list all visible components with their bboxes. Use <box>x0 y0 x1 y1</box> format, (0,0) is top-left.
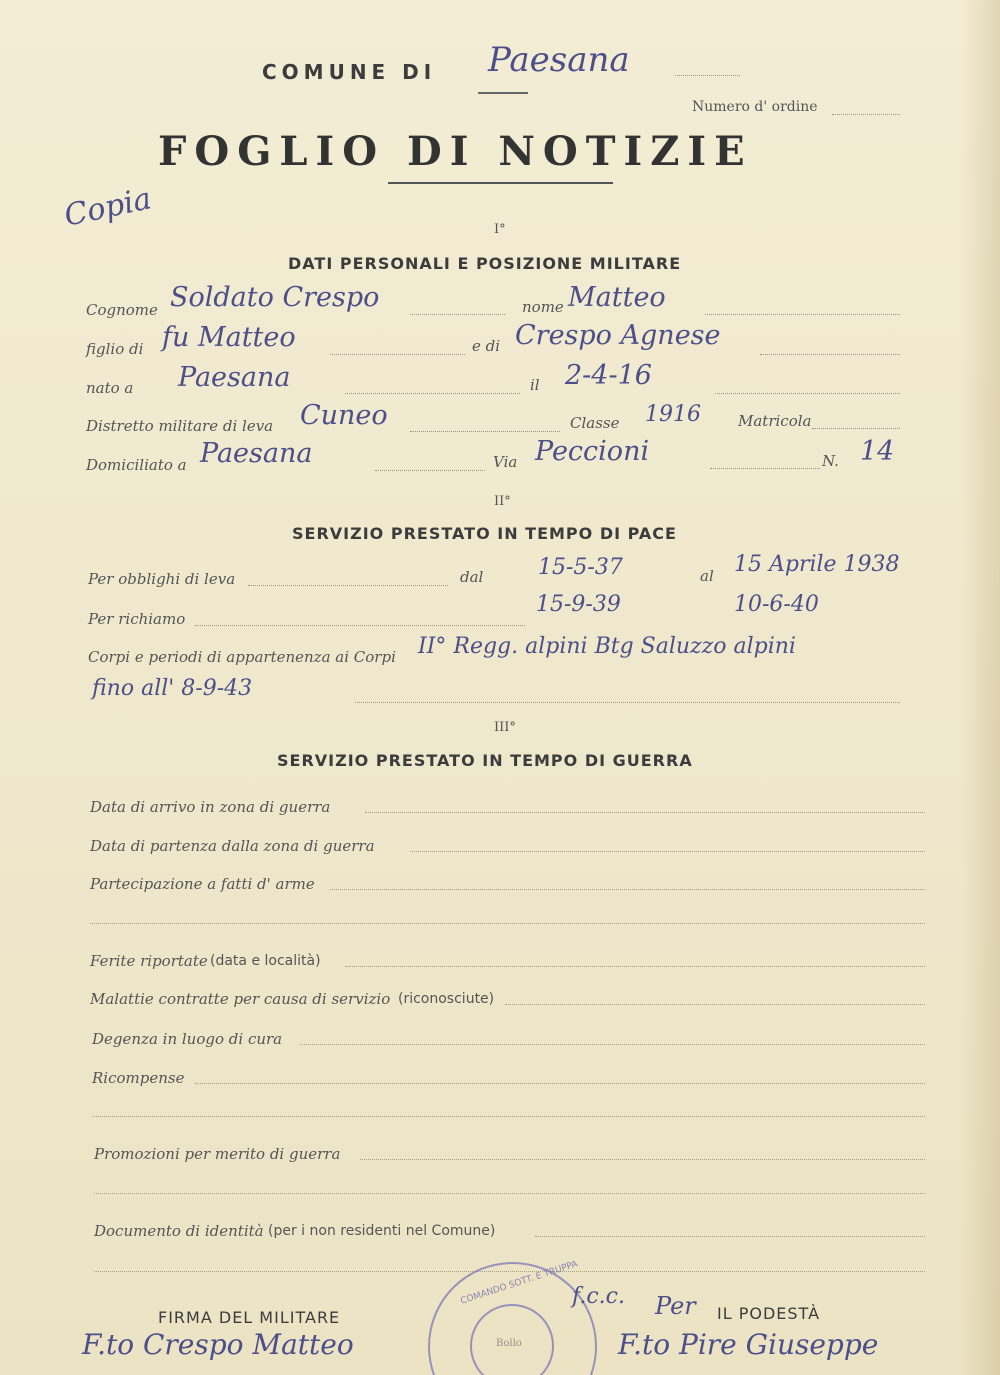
figlio-value: fu Matteo <box>162 322 296 353</box>
podesta-label: IL PODESTÀ <box>717 1304 821 1323</box>
richiamo-from: 15-9-39 <box>536 592 621 617</box>
bollo-label: Bollo <box>496 1338 522 1349</box>
al-label: al <box>700 567 714 585</box>
numero-ordine-label: Numero d' ordine <box>692 99 818 115</box>
distretto-value: Cuneo <box>300 400 388 431</box>
n-label: N. <box>822 452 839 470</box>
copia-note: Copia <box>61 181 155 234</box>
cognome-label: Cognome <box>86 301 158 319</box>
documento-label: Documento di identità <box>94 1222 264 1240</box>
classe-label: Classe <box>570 414 620 432</box>
domiciliato-value: Paesana <box>200 438 313 469</box>
comune-value: Paesana <box>488 40 630 80</box>
richiamo-label: Per richiamo <box>88 610 186 628</box>
edi-label: e di <box>472 337 501 355</box>
page-title: FOGLIO DI NOTIZIE <box>158 128 753 175</box>
header-ornament <box>478 92 528 94</box>
obblighi-label: Per obblighi di leva <box>88 570 236 588</box>
stamp-note: f.c.c. <box>572 1284 625 1309</box>
cognome-value: Soldato Crespo <box>170 282 380 313</box>
stamp-text: COMANDO SOTT. E TRUPPA <box>459 1259 580 1307</box>
ferite-paren: (data e località) <box>210 953 321 969</box>
edi-value: Crespo Agnese <box>515 320 721 351</box>
domiciliato-label: Domiciliato a <box>86 456 187 474</box>
malattie-label: Malattie contratte per causa di servizio <box>90 990 391 1008</box>
dal-value: 15-5-37 <box>538 555 623 580</box>
richiamo-to: 10-6-40 <box>734 592 819 617</box>
firma-label: FIRMA DEL MILITARE <box>158 1308 341 1327</box>
section-1-number: I° <box>494 222 506 237</box>
nome-label: nome <box>522 298 564 316</box>
figlio-label: figlio di <box>86 340 144 358</box>
title-ornament <box>388 182 613 184</box>
ricompense-label: Ricompense <box>92 1069 185 1087</box>
stamp-seal <box>428 1259 597 1375</box>
section-1-heading: DATI PERSONALI E POSIZIONE MILITARE <box>288 254 682 273</box>
per-note: Per <box>655 1292 696 1320</box>
podesta-value: F.to Pire Giuseppe <box>618 1328 879 1361</box>
distretto-label: Distretto militare di leva <box>86 417 274 435</box>
nato-value: Paesana <box>178 362 291 393</box>
classe-value: 1916 <box>645 402 701 427</box>
documento-paren: (per i non residenti nel Comune) <box>268 1223 496 1239</box>
dal-label: dal <box>460 568 484 586</box>
partenza-label: Data di partenza dalla zona di guerra <box>90 837 375 855</box>
matricola-label: Matricola <box>738 412 812 430</box>
promozioni-label: Promozioni per merito di guerra <box>94 1145 341 1163</box>
degenza-label: Degenza in luogo di cura <box>92 1030 283 1048</box>
malattie-paren: (riconosciute) <box>398 991 495 1007</box>
corpi-value-2: fino all' 8-9-43 <box>92 676 253 701</box>
corpi-value: II° Regg. alpini Btg Saluzzo alpini <box>418 634 796 659</box>
section-2-number: II° <box>494 494 511 509</box>
nato-label: nato a <box>86 379 134 397</box>
ferite-label: Ferite riportate <box>90 952 208 970</box>
corpi-label: Corpi e periodi di appartenenza ai Corpi <box>88 648 396 666</box>
firma-value: F.to Crespo Matteo <box>82 1328 354 1361</box>
il-value: 2-4-16 <box>565 360 652 391</box>
fatti-label: Partecipazione a fatti d' arme <box>90 875 315 893</box>
comune-label: COMUNE DI <box>262 60 437 84</box>
via-value: Peccioni <box>535 436 650 467</box>
section-3-heading: SERVIZIO PRESTATO IN TEMPO DI GUERRA <box>277 751 693 770</box>
nome-value: Matteo <box>568 282 666 313</box>
via-label: Via <box>493 453 518 471</box>
n-value: 14 <box>860 436 895 467</box>
il-label: il <box>530 376 540 394</box>
arrivo-label: Data di arrivo in zona di guerra <box>90 798 331 816</box>
al-value: 15 Aprile 1938 <box>734 552 900 577</box>
section-2-heading: SERVIZIO PRESTATO IN TEMPO DI PACE <box>292 524 677 543</box>
section-3-number: III° <box>494 720 516 735</box>
